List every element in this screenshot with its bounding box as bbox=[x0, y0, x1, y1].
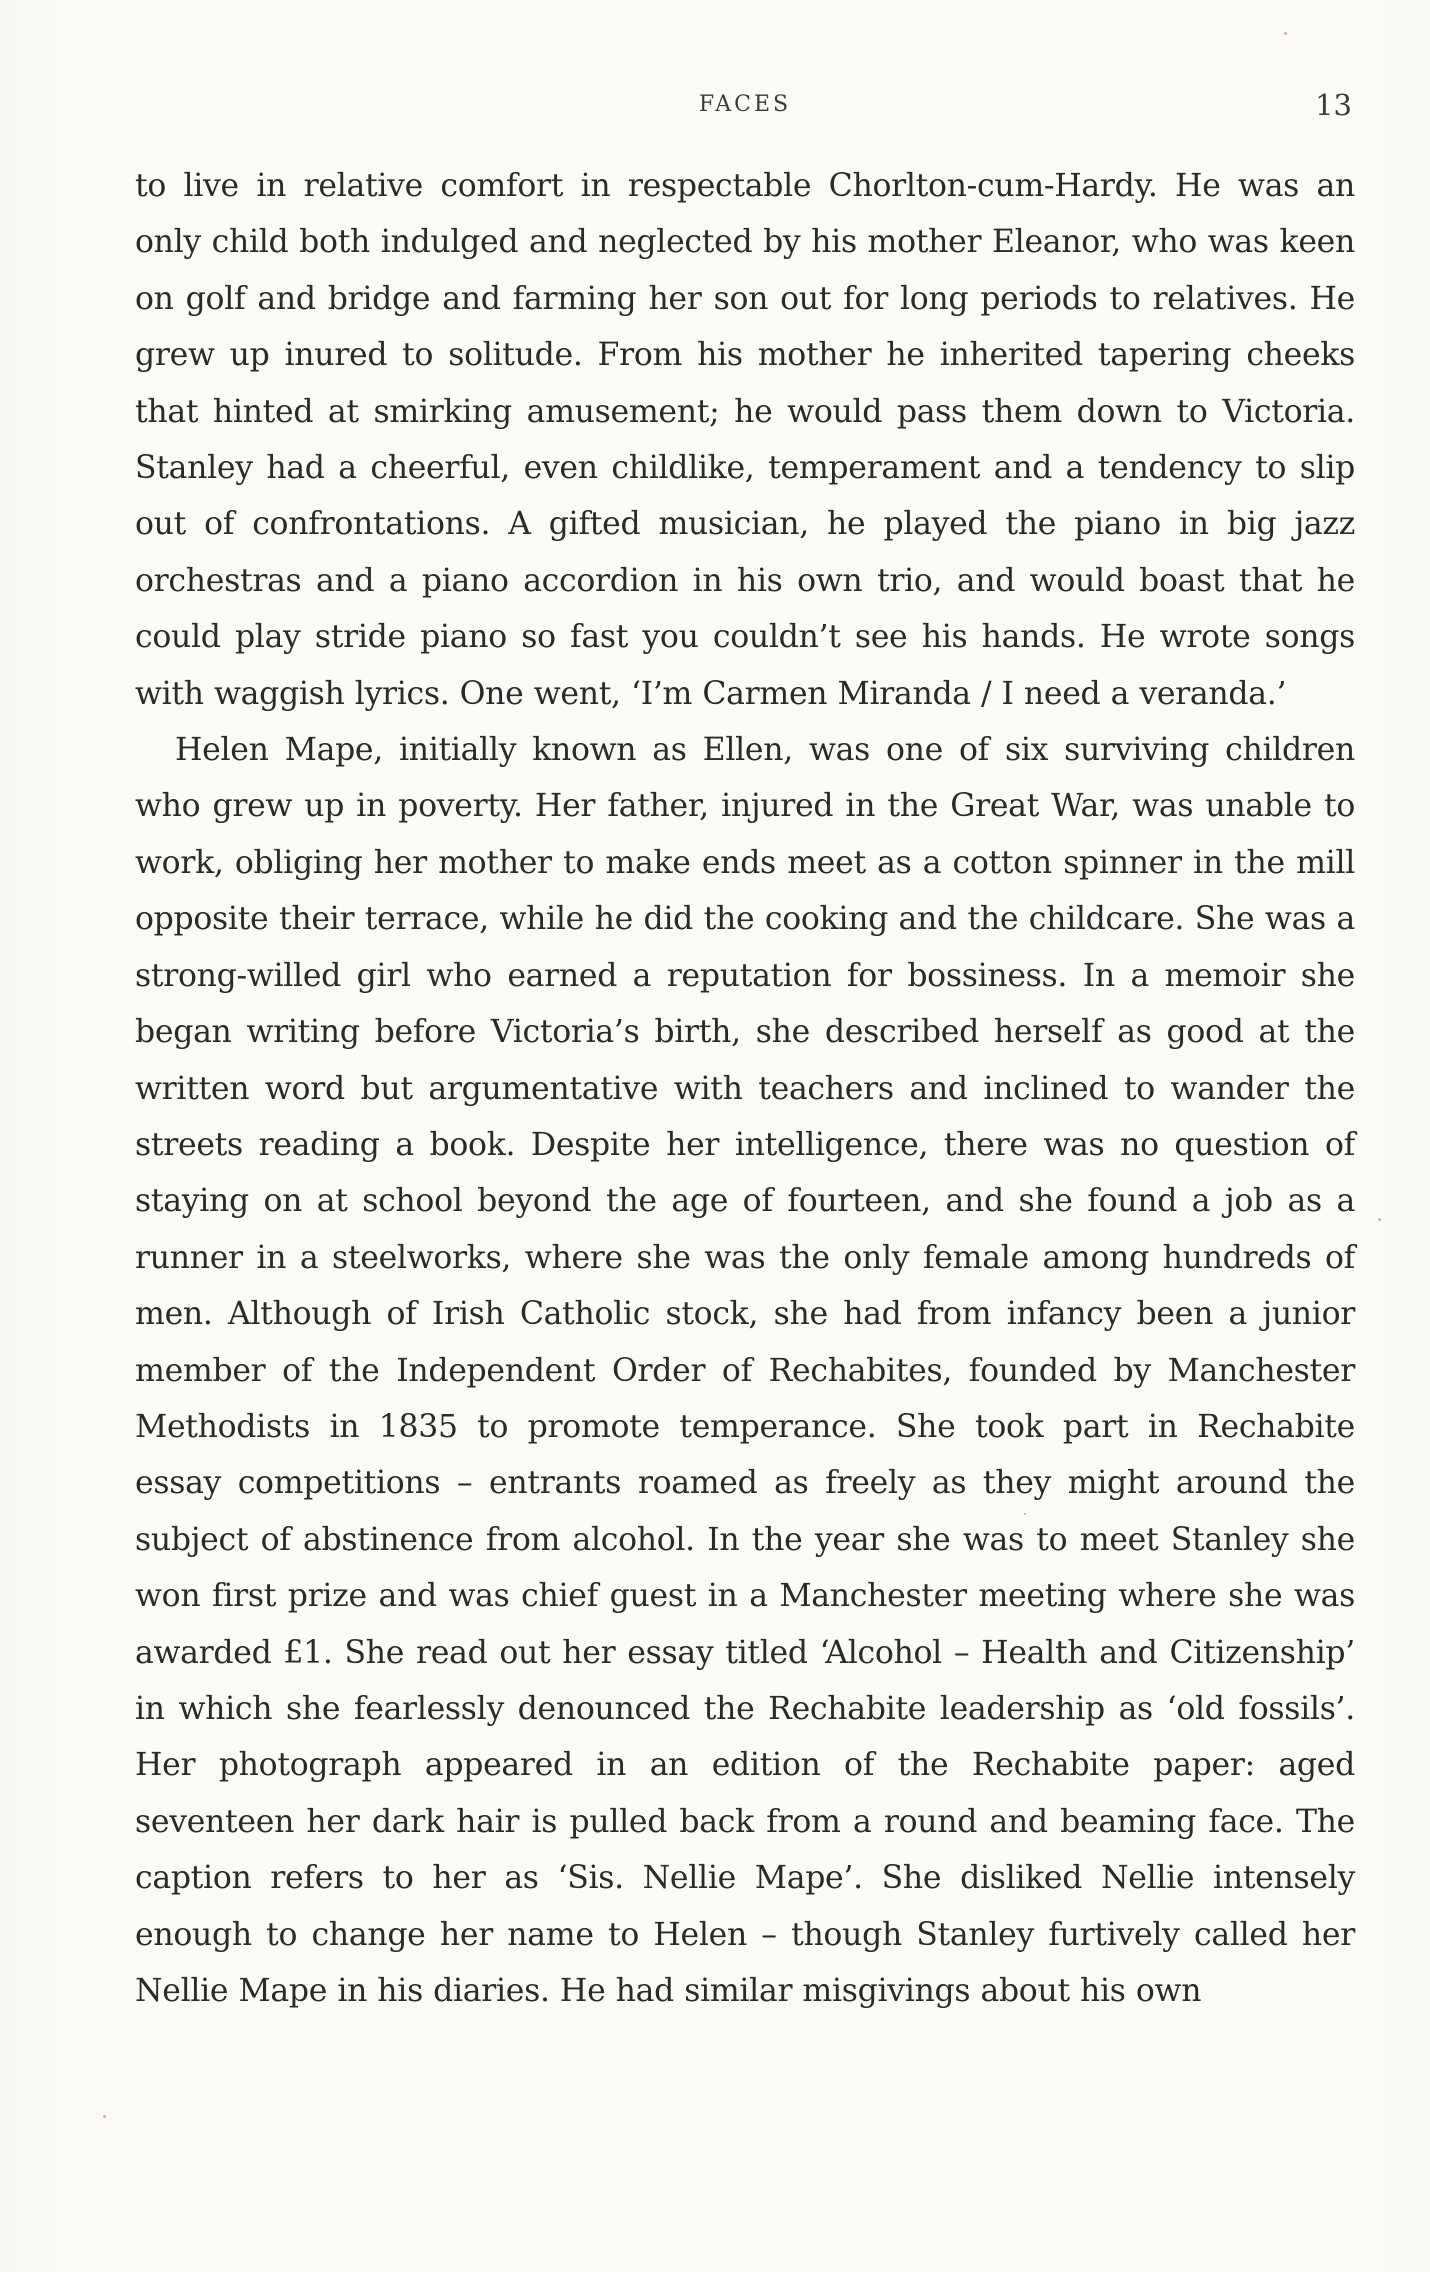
paper-speck bbox=[103, 2115, 106, 2118]
running-head bbox=[0, 88, 1430, 128]
paper-speck bbox=[1378, 1218, 1381, 1221]
paragraph-helen-mape: Helen Mape, initially known as Ellen, was one of six surviving children who grew up in poverty. Her father, injured in the Great War, was unable to work, obliging her mother to make ends meet as a cotton spinner in the mill opposite their terrace, while he did the cooking and the childcare. She was a strong-willed girl who earned a reputation for bossiness. In a memoir she began writing before Victoria’s birth, she described herself as good at the written word but argumentative with teachers and inclined to wander the streets reading a book. Despite her intelligence, there was no question of staying on at school beyond the age of fourteen, and she found a job as a runner in a steelworks, where she was the only female among hundreds of men. Although of Irish Catholic stock, she had from infancy been a junior member of the Independent Order of Rechabites, founded by Manchester Methodists in 1835 to promote temperance. She took part in Rechabite essay competitions – entrants roamed as freely as they might around the subject of abstinence from alcohol. In the year she was to meet Stanley she won first prize and was chief guest in a Manchester meeting where she was awarded £1. She read out her essay titled ‘Alcohol – Health and Citizenship’ in which she fearlessly denounced the Rechabite leadership as ‘old fossils’. Her photograph appeared in an edition of the Rechabite paper: aged seventeen her dark hair is pulled back from a round and beaming face. The caption refers to her as ‘Sis. Nellie Mape’. She disliked Nellie intensely enough to change her name to Helen – though Stanley furtively called her Nellie Mape in his diaries. He had similar misgivings about his own bbox=[135, 732, 1355, 2009]
page-number: 13 bbox=[1315, 88, 1352, 122]
body-text bbox=[135, 158, 1355, 2019]
running-title: FACES bbox=[698, 92, 792, 117]
paragraph-stanley: to live in relative comfort in respectable Chorlton-cum-Hardy. He was an only child both indulged and neglected by his mother Eleanor, who was keen on golf and bridge and farming her son out for long periods to relatives. He grew up inured to solitude. From his mother he inherited tapering cheeks that hinted at smirking amusement; he would pass them down to Victoria. Stanley had a cheerful, even childlike, temperament and a tendency to slip out of confrontations. A gifted musician, he played the piano in big jazz orchestras and a piano accordion in his own trio, and would boast that he could play stride piano so fast you couldn’t see his hands. He wrote songs with waggish lyrics. One went, ‘I’m Carmen Miranda / I need a veranda.’ bbox=[135, 168, 1355, 712]
paper-speck bbox=[1024, 1513, 1026, 1515]
paper-speck bbox=[1284, 32, 1287, 35]
